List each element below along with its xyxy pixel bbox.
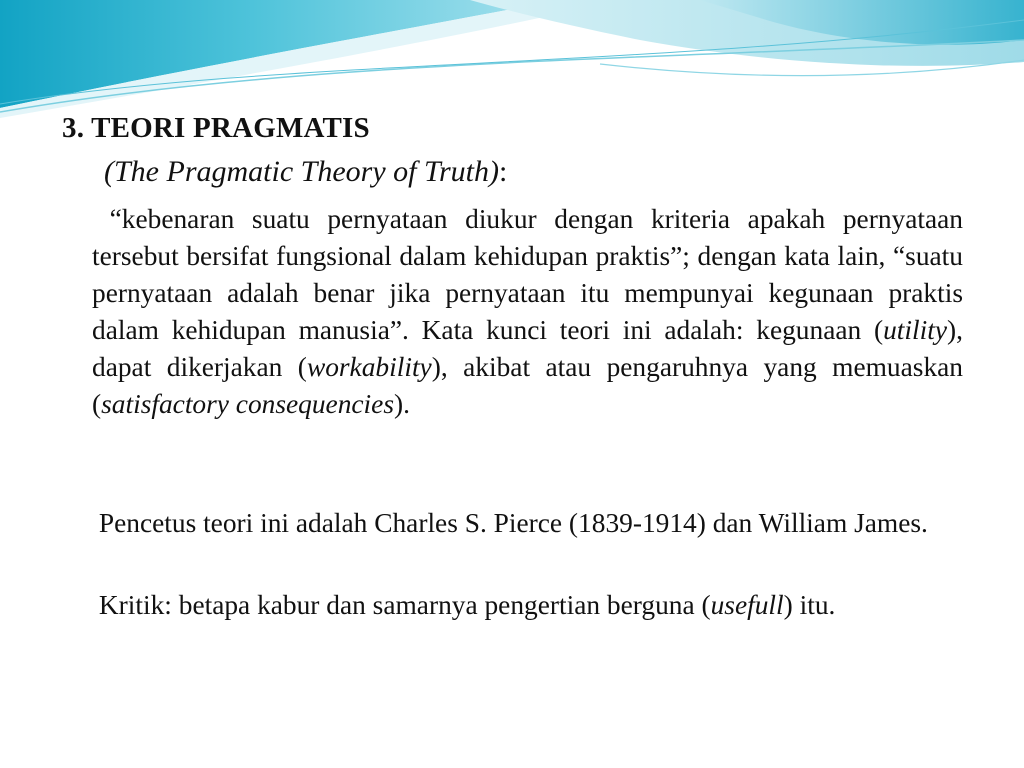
term-utility: utility	[883, 315, 948, 345]
slide-subheading	[104, 154, 507, 190]
term-workability: workability	[306, 352, 432, 382]
subheading-colon: :	[499, 155, 508, 188]
paragraph-critique	[92, 587, 963, 624]
paragraph-definition	[92, 201, 963, 423]
term-satisfactory-consequencies: satisfactory consequencies	[101, 389, 394, 419]
definition-text-1: “kebenaran suatu pernyataan diukur dengan kriteria apakah pernyataan tersebut bersifat fungsional dalam kehidupan praktis”; dengan kata lain, “suatu pernyataan adalah benar jika pernyataan itu mempunyai kegunaan praktis dalam kehidupan manusia”. Kata kunci teori ini adalah: kegunaan (	[92, 204, 963, 345]
term-usefull: usefull	[710, 590, 784, 620]
definition-text-3: ), akibat atau pengaruhnya yang memuaskan (	[92, 352, 963, 419]
definition-text-4: ).	[393, 389, 410, 419]
subheading-text: (The Pragmatic Theory of Truth)	[104, 155, 499, 188]
critique-text-1: Kritik: betapa kabur dan samarnya pengertian berguna (	[98, 590, 711, 620]
definition-text-2: ), dapat dikerjakan (	[92, 315, 963, 382]
founders-text: Pencetus teori ini adalah Charles S. Pierce (1839-1914) dan William James.	[98, 508, 928, 538]
critique-text-2: ) itu.	[783, 590, 836, 620]
slide-heading: 3. TEORI PRAGMATIS	[62, 112, 370, 144]
paragraph-founders	[92, 505, 963, 542]
